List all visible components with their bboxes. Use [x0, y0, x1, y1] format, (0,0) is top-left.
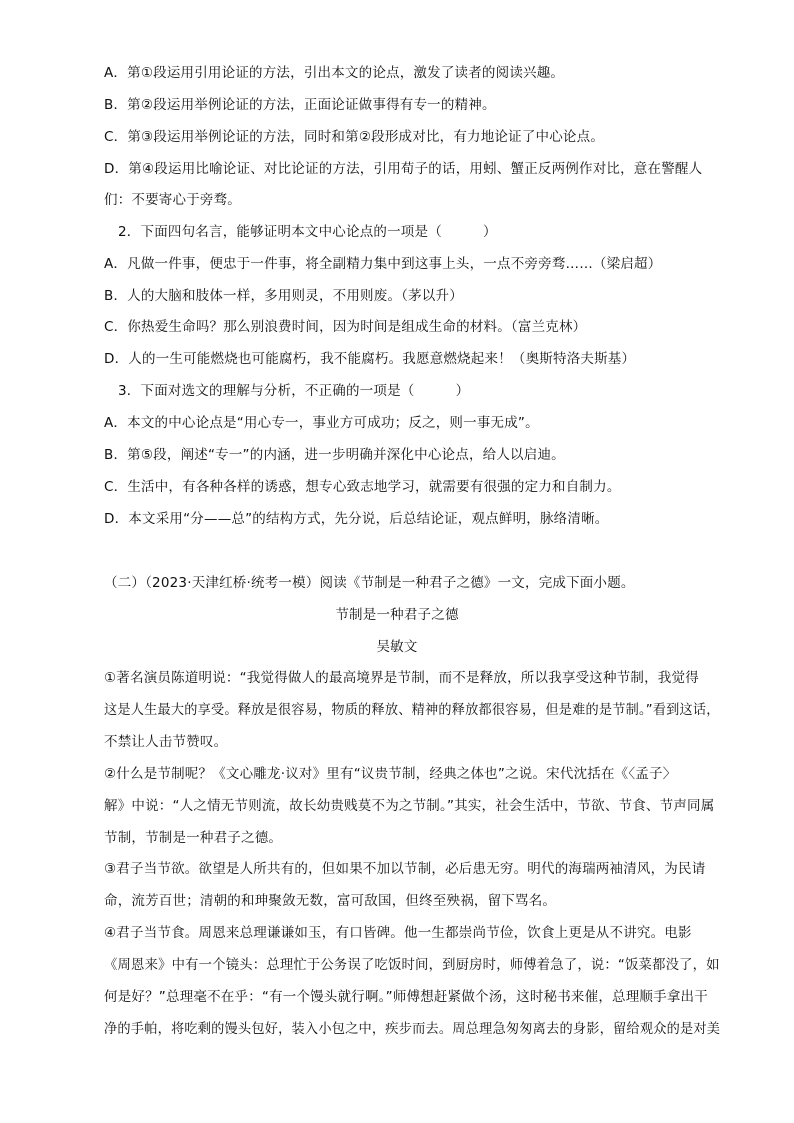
paragraph-2-line-1: ②什么是节制呢？《文心雕龙·议对》里有“议贵节制，经典之体也”之说。宋代沈括在《〈孟子〉: [104, 766, 677, 782]
paragraph-4-line-4: 净的手帕，将吃剩的馒头包好，装入小包之中，疾步而去。周总理急匆匆离去的身影，留给观众的是对美: [104, 1021, 721, 1037]
q1-option-d: D．第④段运用比喻论证、对比论证的方法，引用荀子的话，用蚓、蟹正反两例作对比，意在警醒人: [104, 161, 703, 177]
q2-option-d: D．人的一生可能燃烧也可能腐朽，我不能腐朽。我愿意燃烧起来！（奥斯特洛夫斯基）: [104, 351, 636, 367]
paragraph-2-line-3: 节制，节制是一种君子之德。: [104, 830, 283, 846]
section-intro: （二）（2023·天津红桥·统考一模）阅读《节制是一种君子之德》一文，完成下面小题。: [104, 575, 635, 591]
paragraph-4-line-2: 《周恩来》中有一个镜头：总理忙于公务误了吃饭时间，到厨房时，师傅着急了，说：“饭菜都没了，如: [104, 957, 720, 973]
paragraph-4-line-1: ④君子当节食。周恩来总理谦谦如玉，有口皆碑。他一生都崇尚节俭，饮食上更是从不讲究。电影: [104, 925, 692, 941]
q1-option-a: A．第①段运用引用论证的方法，引出本文的论点，激发了读者的阅读兴趣。: [104, 65, 565, 81]
article-title: 节制是一种君子之德: [335, 607, 459, 623]
q3-option-c: C．生活中，有各种各样的诱惑，想专心致志地学习，就需要有很强的定力和自制力。: [104, 479, 621, 495]
q2-option-b: B．人的大脑和肢体一样，多用则灵，不用则废。（茅以升）: [104, 288, 463, 304]
paragraph-4-line-3: 何是好？”总理毫不在乎：“有一个馒头就行啊。”师傅想赶紧做个汤，这时秘书来催，总理顺手拿出干: [104, 989, 708, 1005]
q1-option-c: C．第③段运用举例论证的方法，同时和第②段形成对比，有力地论证了中心论点。: [104, 129, 605, 145]
paragraph-3-line-1: ③君子当节欲。欲望是人所共有的，但如果不加以节制，必后患无穷。明代的海瑞两袖清风，为民请: [104, 861, 706, 877]
q3-stem: 3．下面对选文的理解与分析，不正确的一项是（ ）: [118, 383, 470, 399]
paragraph-1-line-3: 不禁让人击节赞叹。: [104, 734, 228, 750]
q2-option-c: C．你热爱生命吗？那么别浪费时间，因为时间是组成生命的材料。（富兰克林）: [104, 319, 587, 335]
q3-option-d: D．本文采用“分——总”的结构方式，先分说，后总结论证，观点鲜明，脉络清晰。: [104, 511, 609, 527]
paragraph-3-line-2: 命，流芳百世；清朝的和珅聚敛无数，富可敌国，但终至殃祸，留下骂名。: [104, 893, 557, 909]
paragraph-1-line-2: 这是人生最大的享受。释放是很容易，物质的释放、精神的释放都很容易，但是难的是节制。”看到这话，: [104, 702, 720, 718]
article-author: 吴敏文: [376, 639, 418, 655]
paragraph-1-line-1: ①著名演员陈道明说：“我觉得做人的最高境界是节制，而不是释放，所以我享受这种节制，我觉得: [104, 670, 699, 686]
q3-option-b: B．第⑤段，阐述“专一”的内涵，进一步明确并深化中心论点，给人以启迪。: [104, 447, 565, 463]
q2-stem: 2．下面四句名言，能够证明本文中心论点的一项是（ ）: [118, 224, 497, 240]
q2-option-a: A．凡做一件事，便忠于一件事，将全副精力集中到这事上头，一点不旁旁骛……（梁启超）: [104, 256, 662, 272]
q1-option-b: B．第②段运用举例论证的方法，正面论证做事得有专一的精神。: [104, 97, 496, 113]
q3-option-a: A．本文的中心论点是“用心专一，事业方可成功；反之，则一事无成”。: [104, 415, 539, 431]
paragraph-2-line-2: 解》中说：“人之情无节则流，故长幼贵贱莫不为之节制。”其实，社会生活中，节欲、节食、节声同属: [104, 798, 715, 814]
q1-option-d-cont: 们：不要寄心于旁骛。: [104, 192, 241, 208]
